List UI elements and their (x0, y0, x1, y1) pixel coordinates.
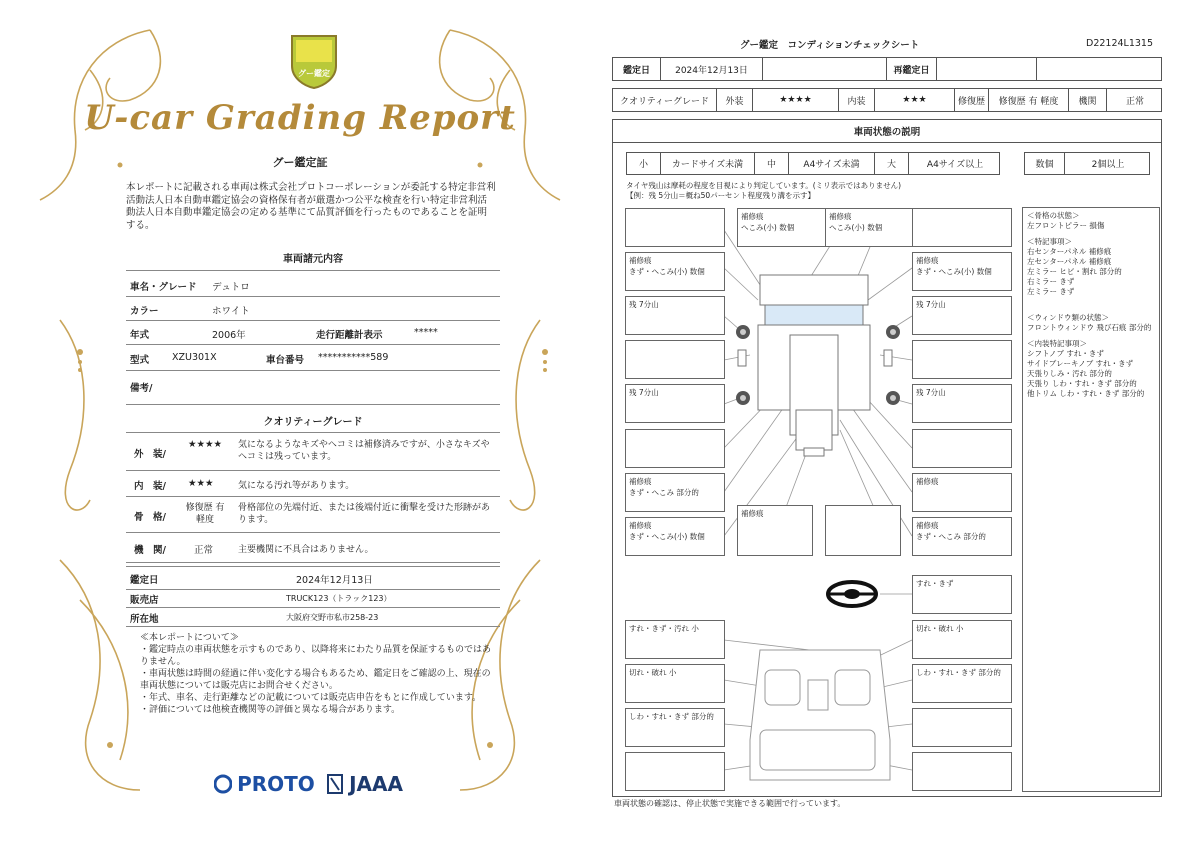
remarks-line: ＜特記事項＞ (1027, 237, 1072, 246)
spec-row-color (126, 298, 500, 321)
size-medium-value: A4サイズ未満 (789, 153, 875, 174)
condition-box: 補修痕 (912, 473, 1012, 512)
appraisal-value: 大阪府交野市私市258-23 (286, 613, 379, 622)
spec-value: ホワイト (212, 306, 250, 317)
repair-value: 修復歴 有 軽度 (989, 89, 1069, 111)
appraisal-label: 販売店 (130, 595, 159, 606)
steering-wheel (826, 580, 878, 611)
proto-mark-icon (214, 773, 232, 795)
jaaa-mark-icon (326, 773, 344, 795)
condition-box: 補修痕 きず・へこみ 部分的 (625, 473, 725, 512)
re-date-label: 再鑑定日 (887, 58, 937, 80)
condition-box (912, 429, 1012, 468)
notes-title: ≪本レポートについて≫ (140, 633, 239, 643)
quality-label: 外 装/ (134, 449, 166, 460)
note-item: ・鑑定時点の車両状態を示すものであり、以降将来にわたり品質を保証するものではありません。 (140, 645, 492, 667)
remarks-line: 左ミラー きず (1027, 287, 1075, 296)
quality-grade: ★★★★ (188, 439, 223, 450)
condition-box (625, 208, 725, 247)
appraisal-address-row (126, 608, 500, 627)
remarks-line: 右ミラー きず (1027, 277, 1075, 286)
remarks-line: シフトノブ すれ・きず (1027, 349, 1104, 358)
remarks-line: サイドブレーキノブ すれ・きず (1027, 359, 1134, 368)
condition-box: しわ・すれ・きず 部分的 (625, 708, 725, 747)
condition-box (912, 340, 1012, 379)
remarks-line: 天張りしみ・汚れ 部分的 (1027, 369, 1112, 378)
count-value: 2個以上 (1091, 160, 1125, 170)
tire-box: 残 7分山 (625, 296, 725, 335)
tire-box: 残 7分山 (912, 384, 1012, 423)
condition-box: 補修痕 きず・へこみ(小) 数個 (912, 252, 1012, 291)
spec-label: 走行距離計表示 (316, 330, 383, 341)
spec-value: ***********589 (318, 352, 389, 363)
appraisal-value: 2024年12月13日 (296, 575, 373, 586)
spec-label: 年式 (130, 330, 150, 341)
remarks-line: 左センターパネル 補修痕 (1027, 257, 1112, 266)
tire-note: タイヤ残山は摩耗の程度を目視により判定しています。(ミリ表示ではありません) (626, 181, 902, 190)
jaaa-logo (326, 772, 403, 796)
divider (126, 432, 500, 433)
condition-box (625, 429, 725, 468)
state-title: 車両状態の説明 (612, 119, 1162, 143)
remarks-line: 右センターパネル 補修痕 (1027, 247, 1112, 256)
condition-check-sheet (600, 0, 1200, 848)
spec-value: XZU301X (172, 352, 217, 363)
spec-row-year (126, 322, 500, 345)
sheet-title: グー鑑定 コンディションチェックシート (740, 40, 920, 51)
condition-box (825, 505, 901, 556)
tire-note-example: 【例：残 5分山＝概ね50パーセント程度残り溝を示す】 (626, 191, 816, 200)
certificate-subtitle: グー鑑定証 (272, 156, 328, 169)
divider (126, 270, 500, 271)
remarks-line (1027, 297, 1155, 313)
condition-box (625, 340, 725, 379)
quality-label: 骨 格/ (134, 512, 166, 523)
size-small-value: カードサイズ未満 (661, 153, 755, 174)
spec-label: カラー (130, 306, 159, 317)
document-id: D22124L1315 (1086, 38, 1154, 49)
condition-box: 補修痕 (737, 505, 813, 556)
condition-box (912, 752, 1012, 791)
quality-row-frame (126, 498, 500, 533)
spec-value: ***** (414, 327, 438, 338)
count-label: 数個 (1025, 153, 1065, 174)
engine-value: 正常 (1125, 96, 1144, 107)
remarks-line: ＜骨格の状態＞ (1027, 211, 1080, 220)
certificate-intro: 本レポートに記載される車両は株式会社プロトコーポレーションが委託する特定非営利活動法人日本自動車鑑定協会の資格保有者が厳選かつ公平な検査を行い特定非営利活動法人日本自動車鑑定協会の定める基準にて品質評価を行ったものであることを証明する。 (126, 182, 496, 231)
appraisal-date-row (126, 566, 500, 590)
qg-label: クオリティーグレード (613, 89, 717, 111)
quality-row-engine (126, 534, 500, 563)
spec-value: デュトロ (212, 282, 250, 293)
spec-row-name (126, 274, 500, 297)
repair-label: 修復歴 (955, 89, 989, 111)
size-large-value: A4サイズ以上 (926, 160, 984, 170)
condition-box (912, 708, 1012, 747)
spec-section-title: 車両諸元内容 (283, 254, 343, 265)
sheet-footer: 車両状態の確認は、停止状態で実施できる範囲で行っています。 (614, 799, 846, 808)
ext-label: 外装 (717, 89, 753, 111)
condition-box: 切れ・破れ 小 (912, 620, 1012, 659)
remarks-line: ＜ウィンドウ類の状態＞ (1027, 313, 1110, 322)
condition-box (912, 208, 1012, 247)
spec-value: 2006年 (212, 330, 246, 341)
appraisal-shop-row (126, 589, 500, 608)
quality-label: 機 関/ (134, 545, 166, 556)
appraisal-label: 所在地 (130, 614, 159, 625)
quality-desc: 主要機関に不具合はありません。 (238, 545, 374, 555)
size-large-label: 大 (875, 153, 909, 174)
quality-label: 内 装/ (134, 481, 166, 492)
proto-logo-text: PROTO (237, 772, 315, 796)
tire-box: 残 7分山 (625, 384, 725, 423)
remarks-panel (1022, 207, 1160, 792)
shield-icon (286, 32, 342, 90)
int-value: ★★★ (875, 89, 955, 111)
spec-label: 車台番号 (266, 355, 305, 366)
quality-row-interior (126, 472, 500, 497)
size-small-label: 小 (627, 153, 661, 174)
note-item: ・車両状態は時間の経過に伴い変化する場合もあるため、鑑定日をご確認の上、現在の車両状態については販売店にお問合せください。 (140, 669, 491, 691)
quality-row-exterior (126, 434, 500, 471)
remarks-line: 天張り しわ・すれ・きず 部分的 (1027, 379, 1137, 388)
engine-label: 機関 (1069, 89, 1107, 111)
spec-row-model (126, 346, 500, 371)
condition-box: しわ・すれ・きず 部分的 (912, 664, 1012, 703)
steering-wheel-icon (826, 580, 878, 608)
condition-box: 補修痕 へこみ(小) 数個 (825, 208, 925, 247)
date-value: 2024年12月13日 (661, 58, 763, 80)
condition-box: 補修痕 きず・へこみ(小) 数個 (625, 252, 725, 291)
badge-label: グー鑑定 (298, 69, 330, 78)
quality-grade: 正常 (194, 545, 214, 556)
jaaa-logo-text: JAAA (349, 772, 403, 796)
spec-label: 備考/ (130, 383, 153, 394)
size-medium-label: 中 (755, 153, 789, 174)
remarks-line: ＜内装特記事項＞ (1027, 339, 1087, 348)
condition-box (625, 752, 725, 791)
tire-box: 残 7分山 (912, 296, 1012, 335)
proto-logo (214, 772, 315, 796)
remarks-line: 他トリム しわ・すれ・きず 部分的 (1027, 389, 1145, 398)
condition-box: 切れ・破れ 小 (625, 664, 725, 703)
int-label: 内装 (839, 89, 875, 111)
quality-section-title: クオリティーグレード (263, 417, 363, 428)
quality-desc: 骨格部位の先端付近、または後端付近に衝撃を受けた形跡があります。 (238, 503, 491, 525)
condition-box: 補修痕 きず・へこみ 部分的 (912, 517, 1012, 556)
remarks-line: 左フロントピラー 損傷 (1027, 221, 1105, 230)
condition-box: 補修痕 きず・へこみ(小) 数個 (625, 517, 725, 556)
remarks-line: フロントウィンドウ 飛び石痕 部分的 (1027, 323, 1152, 332)
spec-label: 型式 (130, 355, 150, 366)
date-label: 鑑定日 (613, 58, 661, 80)
note-item: ・評価については他検査機関等の評価と異なる場合があります。 (140, 705, 401, 715)
report-notes (140, 632, 496, 716)
condition-box: すれ・きず (912, 575, 1012, 614)
quality-grade: ★★★ (188, 478, 214, 489)
goo-kantei-badge (286, 32, 342, 90)
remarks-line: 左ミラー ヒビ・割れ 部分的 (1027, 267, 1122, 276)
ext-value: ★★★★ (753, 89, 839, 111)
appraisal-value: TRUCK123（トラック123） (286, 594, 392, 603)
spec-label: 車名・グレード (130, 282, 197, 293)
condition-box: 補修痕 へこみ(小) 数個 (737, 208, 837, 247)
appraisal-label: 鑑定日 (130, 575, 159, 586)
spec-row-remarks (126, 372, 500, 405)
condition-box: すれ・きず・汚れ 小 (625, 620, 725, 659)
quality-grade: 修復歴 有 軽度 (185, 503, 225, 525)
note-item: ・年式、車名、走行距離などの記載については販売店申告をもとに作成しています。 (140, 693, 482, 703)
quality-desc: 気になるようなキズやヘコミは補修済みですが、小さなキズやヘコミは残っています。 (238, 440, 490, 462)
certificate-title: U-car Grading Report (84, 98, 516, 138)
quality-desc: 気になる汚れ等があります。 (238, 481, 355, 491)
